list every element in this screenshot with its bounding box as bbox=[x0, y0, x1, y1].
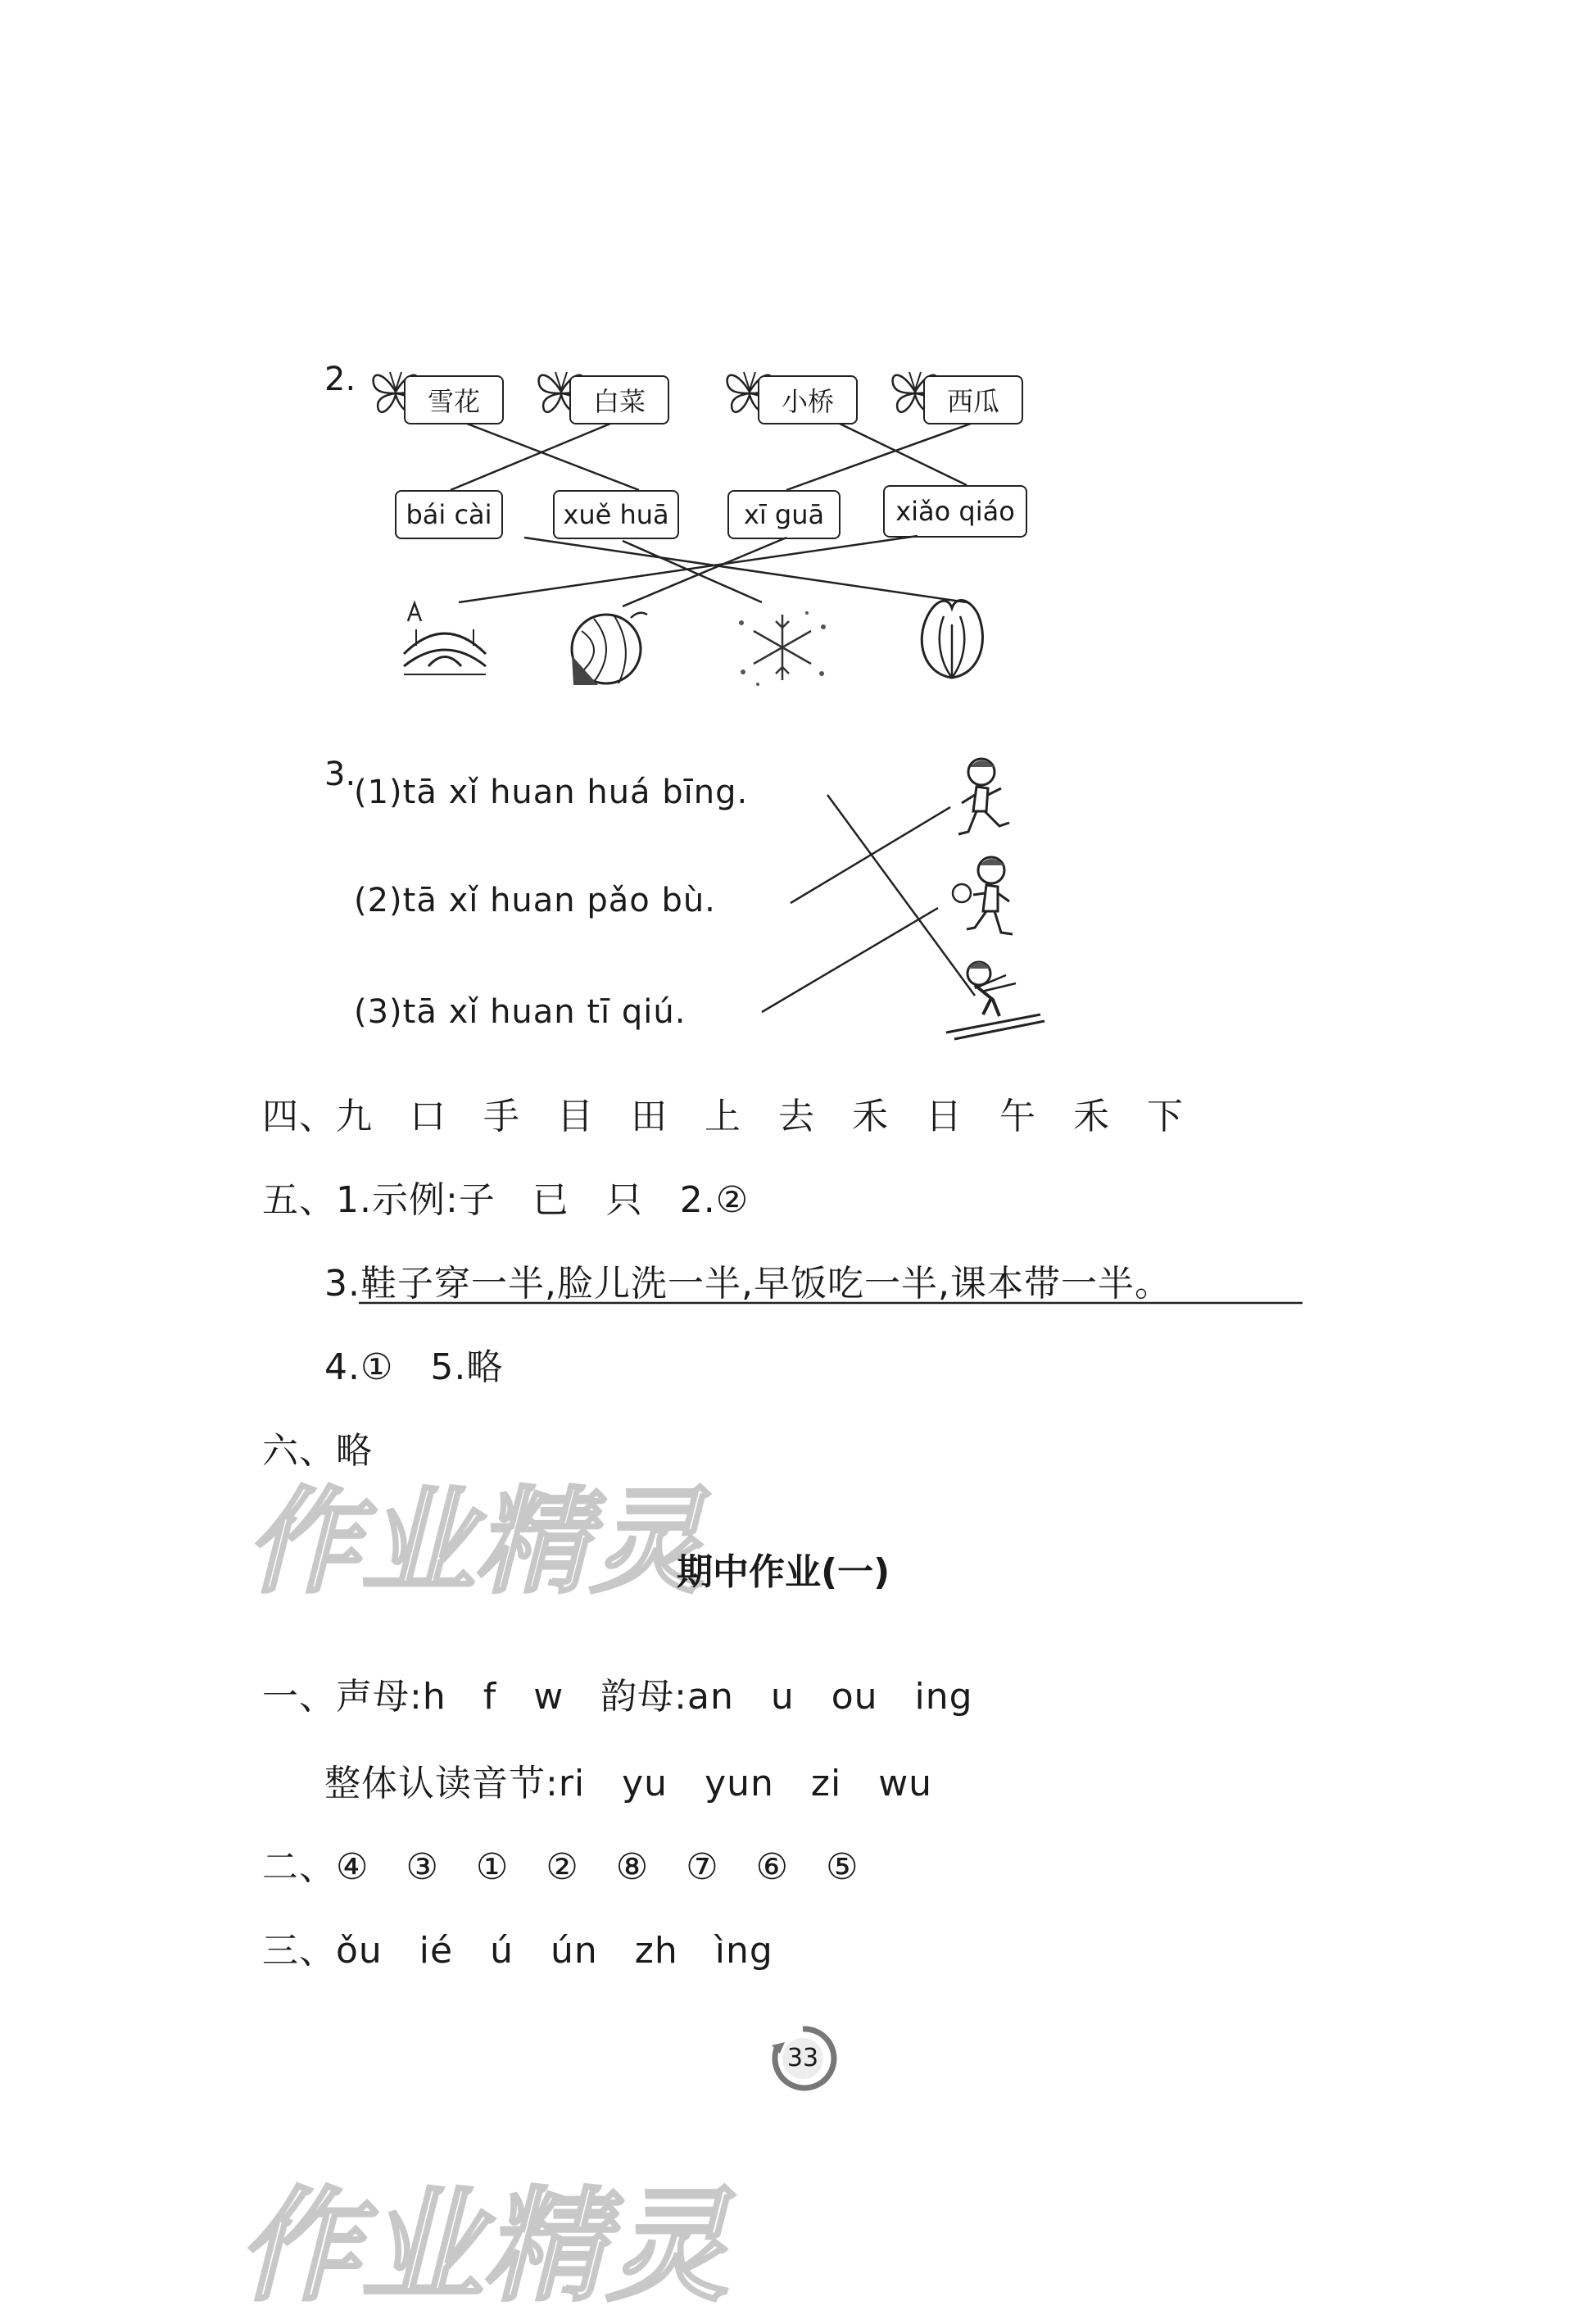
q2-number: 2. bbox=[324, 361, 356, 398]
answer-five-3-end: 。 bbox=[1134, 1263, 1171, 1305]
page-number: 33 bbox=[786, 2044, 819, 2072]
bridge-icon bbox=[400, 597, 490, 682]
hanzi-box-4: 西瓜 bbox=[923, 375, 1023, 424]
q3-sentence-3: (3)tā xǐ huan tī qiú. bbox=[354, 993, 686, 1031]
q3-number: 3. bbox=[324, 756, 356, 793]
watermelon-icon bbox=[565, 606, 655, 692]
answer-five-3 bbox=[324, 1254, 1171, 1306]
cabbage-icon bbox=[911, 592, 993, 685]
hanzi-box-3: 小桥 bbox=[758, 375, 858, 424]
section-one-a: 一、声母:h f w 韵母:an u ou ing bbox=[262, 1676, 973, 1718]
watermark: 作业精灵 bbox=[238, 2176, 730, 2318]
q3-sentence-2: (2)tā xǐ huan pǎo bù. bbox=[354, 882, 716, 919]
football-boy-icon bbox=[950, 852, 1024, 946]
pinyin-box-4: xiǎo qiáo bbox=[883, 485, 1027, 538]
watermark: 作业精灵 bbox=[246, 1476, 705, 1609]
answer-five-3-prefix: 3. bbox=[324, 1263, 360, 1305]
snowflake-icon bbox=[733, 606, 831, 692]
answer-five-1: 五、1.示例:子 已 只 2.② bbox=[262, 1179, 750, 1221]
answer-six: 六、略 bbox=[262, 1430, 373, 1472]
page-number-badge bbox=[768, 2024, 837, 2093]
section-two: 二、④ ③ ① ② ⑧ ⑦ ⑥ ⑤ bbox=[262, 1846, 859, 1888]
answer-four: 四、九 口 手 目 田 上 去 禾 日 午 禾 下 bbox=[262, 1096, 1184, 1137]
section-three: 三、ǒu ié ú ún zh ìng bbox=[262, 1930, 773, 1972]
hanzi-box-2: 白菜 bbox=[569, 375, 669, 424]
answer-five-4: 4.① 5.略 bbox=[324, 1346, 504, 1388]
running-boy-icon bbox=[950, 754, 1016, 847]
q3-sentence-1: (1)tā xǐ huan huá bīng. bbox=[354, 774, 749, 811]
pinyin-box-3: xī guā bbox=[727, 490, 841, 539]
pinyin-box-1: bái cài bbox=[395, 490, 503, 539]
pinyin-box-2: xuě huā bbox=[553, 490, 679, 539]
section-title: 期中作业(一) bbox=[677, 1551, 890, 1593]
answer-five-3-text: 鞋子穿一半,脸儿洗一半,早饭吃一半,课本带一半 bbox=[360, 1263, 1135, 1305]
skiing-boy-icon bbox=[942, 951, 1049, 1044]
hanzi-box-1: 雪花 bbox=[404, 375, 504, 424]
section-one-b: 整体认读音节:ri yu yun zi wu bbox=[324, 1763, 933, 1804]
